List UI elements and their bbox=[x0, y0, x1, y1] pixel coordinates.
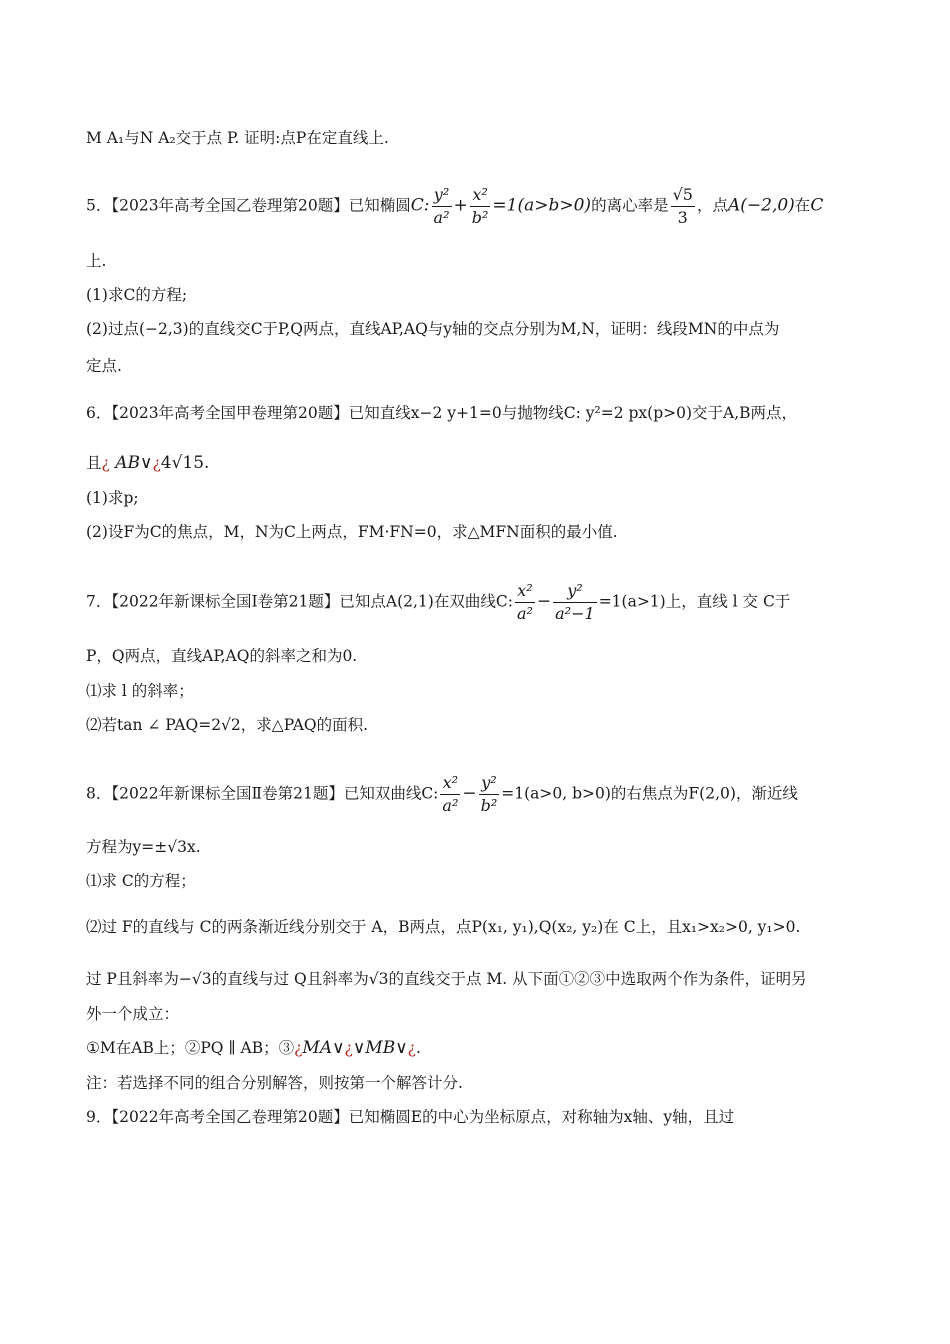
problem-9-header: 9．【2022年高考全国乙卷理第20题】已知椭圆E的中心为坐标原点，对称轴为x轴、y轴，且过 bbox=[86, 1108, 735, 1126]
p8-c2: MA∨ bbox=[302, 1038, 345, 1058]
p5-ecc: $\frac{√5}{3}$ bbox=[672, 185, 693, 227]
p5-mid: 的离心率是 bbox=[591, 196, 669, 215]
p5-q2-cont: 定点. bbox=[86, 357, 122, 375]
p7-cont: P，Q两点，直线AP,AQ的斜率之和为0. bbox=[86, 647, 358, 665]
p5-cont: 上. bbox=[86, 252, 107, 270]
p8-tail: =1(a>0, b>0)的右焦点为F(2,0)，渐近线 bbox=[501, 784, 798, 803]
p8-o2: ¿ bbox=[344, 1039, 353, 1057]
p5-frac-x: $\frac{\text{x²}}{\text{b²}}$ bbox=[471, 185, 489, 227]
p5-point: A(−2,0) bbox=[727, 195, 795, 216]
p5-frac-y: $\frac{\text{y²}}{\text{a²}}$ bbox=[433, 185, 450, 227]
p6-val: 4√15. bbox=[160, 453, 210, 473]
problem-5-header: 5．【2023年高考全国乙卷理第20题】已知椭圆C: $\frac{\text{y²}}{\text{a²}}$ + $\frac{\text{x²}}{\text{b²}}$ =1(a>b>0)的离心率是 $\frac{√5}{3}$ ，点A(−2,0)在C bbox=[86, 185, 824, 227]
p6-q1: (1)求p; bbox=[86, 489, 139, 507]
problem-6-header: 6．【2023年高考全国甲卷理第20题】已知直线x−2 y+1=0与抛物线C: y²=2 px(p>0)交于A,B两点， bbox=[86, 404, 798, 422]
p8-q2-cont1: 过 P且斜率为−√3的直线与过 Q且斜率为√3的直线交于点 M. 从下面①②③中选取两个作为条件，证明另 bbox=[86, 970, 807, 988]
p6-odd1: ¿ bbox=[101, 454, 110, 472]
p8-frac-y: $\frac{\text{y²}}{\text{b²}}$ bbox=[480, 773, 498, 815]
p5-eq: =1(a>b>0) bbox=[492, 195, 592, 216]
p7-q1: ⑴求 l 的斜率； bbox=[86, 682, 194, 700]
p8-q1: ⑴求 C的方程； bbox=[86, 872, 196, 890]
p8-conditions bbox=[86, 1037, 876, 1059]
p8-prefix: 8．【2022年新课标全国Ⅱ卷第21题】已知双曲线C: bbox=[86, 784, 439, 803]
p7-frac-y: $\frac{\text{y²}}{\text{a²−1}}$ bbox=[555, 581, 595, 623]
p6-cont bbox=[86, 452, 876, 474]
p8-c1: ①M在AB上；②PQ ∥ AB；③ bbox=[86, 1039, 295, 1057]
p7-q2: ⑵若tan ∠ PAQ=2√2，求△PAQ的面积. bbox=[86, 716, 369, 734]
p8-q2-cont2: 外一个成立： bbox=[86, 1005, 180, 1023]
p5-c: C bbox=[810, 195, 824, 216]
p8-frac-x: $\frac{\text{x²}}{\text{a²}}$ bbox=[442, 773, 459, 815]
p6-ab: AB∨ bbox=[109, 453, 153, 473]
problem-7-header: 7．【2022年新课标全国Ⅰ卷第21题】已知点A(2,1)在双曲线C: $\frac{\text{x²}}{\text{a²}}$ − $\frac{\text{y²}}{\text{a²−1}}$ =1(a>1)上，直线 l 交 C于 bbox=[86, 581, 791, 623]
p5-end: 在 bbox=[794, 196, 811, 215]
p5-tail: ，点 bbox=[696, 196, 728, 215]
p8-c3: ∨MB∨ bbox=[352, 1038, 408, 1058]
p7-frac-x: $\frac{\text{x²}}{\text{a²}}$ bbox=[516, 581, 533, 623]
p8-q2: ⑵过 F的直线与 C的两条渐近线分别交于 A，B两点，点P(x₁, y₁),Q(x₂, y₂)在 C上，且x₁>x₂>0, y₁>0. bbox=[86, 918, 801, 936]
problem-5-prefix: 5．【2023年高考全国乙卷理第20题】已知椭圆 bbox=[86, 196, 411, 215]
p6-q2: (2)设F为C的焦点，M，N为C上两点，FM·FN=0，求△MFN面积的最小值. bbox=[86, 523, 618, 541]
p5-curve: C: bbox=[410, 195, 430, 216]
p7-tail: =1(a>1)上，直线 l 交 C于 bbox=[598, 592, 791, 611]
p5-q2: (2)过点(−2,3)的直线交C于P,Q两点，直线AP,AQ与y轴的交点分别为M,N，证明：线段MN的中点为 bbox=[86, 320, 780, 338]
p5-q1: (1)求C的方程; bbox=[86, 286, 188, 304]
p8-c4: . bbox=[415, 1039, 421, 1057]
p8-note: 注：若选择不同的组合分别解答，则按第一个解答计分. bbox=[86, 1074, 463, 1092]
p7-prefix: 7．【2022年新课标全国Ⅰ卷第21题】已知点A(2,1)在双曲线C: bbox=[86, 592, 513, 611]
p6-a: 且 bbox=[86, 454, 102, 472]
p8-cont: 方程为y=±√3x. bbox=[86, 838, 201, 856]
p6-odd2: ¿ bbox=[152, 454, 161, 472]
p8-o3: ¿ bbox=[407, 1039, 416, 1057]
p8-o1: ¿ bbox=[294, 1039, 303, 1057]
line-ma1-na2: M A₁与N A₂交于点 P. 证明:点P在定直线上. bbox=[86, 129, 389, 147]
problem-8-header: 8．【2022年新课标全国Ⅱ卷第21题】已知双曲线C: $\frac{\text{x²}}{\text{a²}}$ − $\frac{\text{y²}}{\text{b²}}$ =1(a>0, b>0)的右焦点为F(2,0)，渐近线 bbox=[86, 773, 798, 815]
